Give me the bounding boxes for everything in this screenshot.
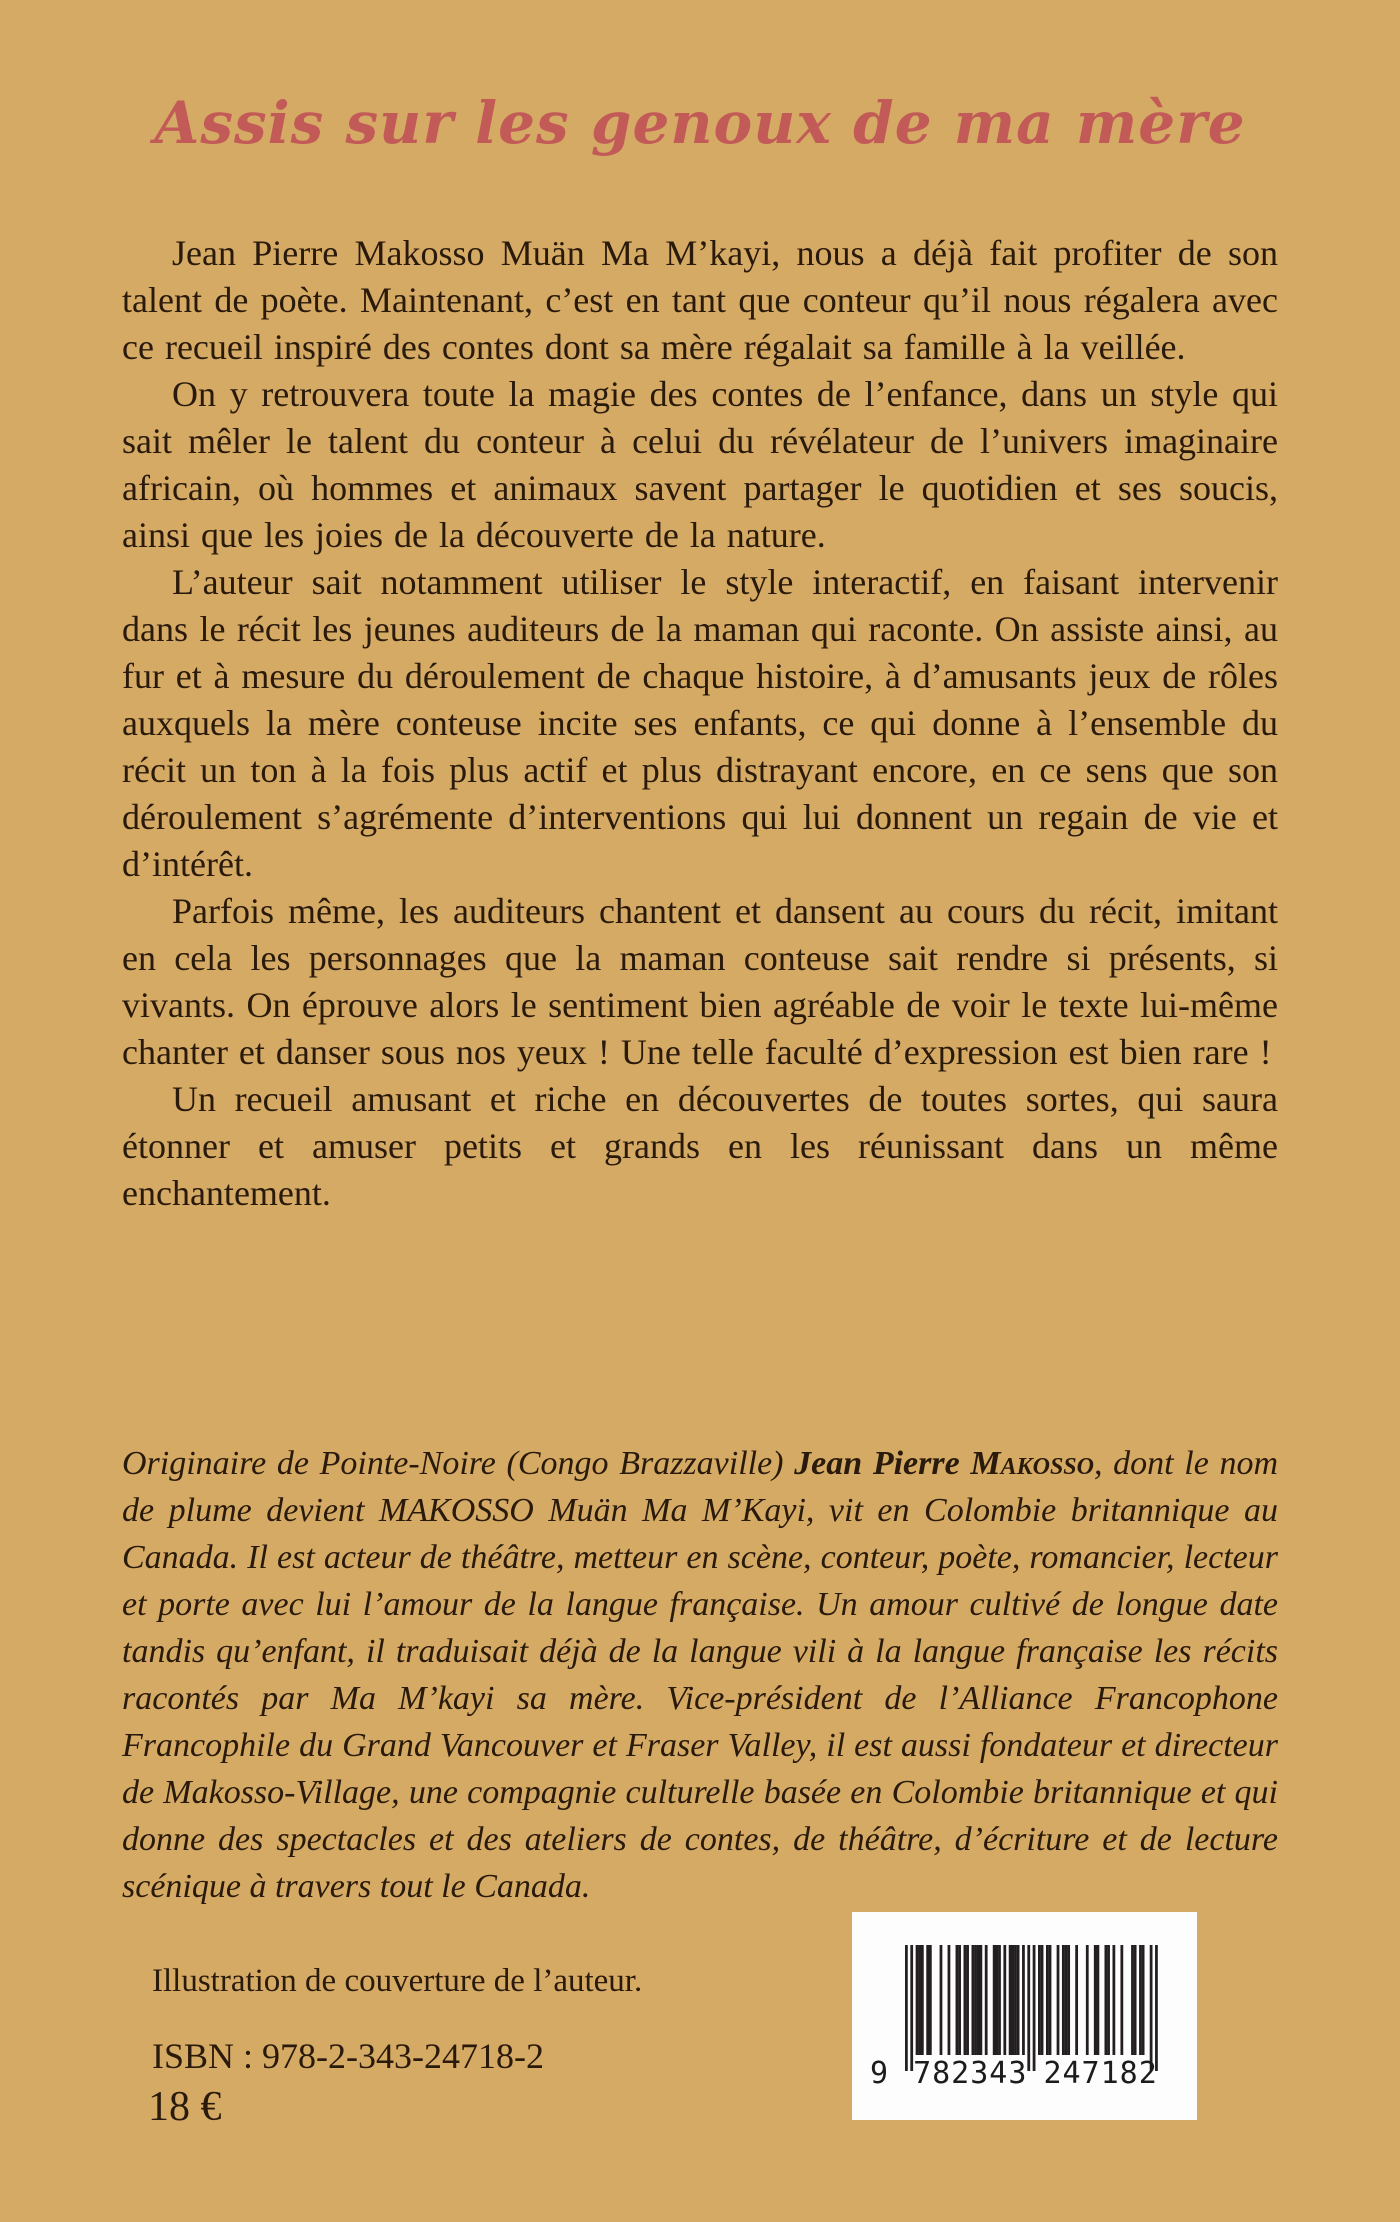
synopsis <box>122 230 1278 1217</box>
author-name-last: Makosso <box>970 1445 1094 1482</box>
synopsis-paragraph: Parfois même, les auditeurs chantent et dansent au cours du récit, imitant en cela les personnages que la maman conteuse sait rendre si présents, si vivants. On éprouve alors le sentiment bien agréable de voir le texte lui-même chanter et danser sous nos yeux ! Une telle faculté d’expression est bien rare ! <box>122 891 1278 1072</box>
bio-lead: Originaire de Pointe-Noire (Congo Brazzaville) <box>122 1445 795 1482</box>
barcode-bars-image <box>905 1945 1159 2071</box>
author-bio <box>122 1440 1278 1910</box>
price-text: 18 € <box>148 2084 222 2130</box>
synopsis-paragraph: L’auteur sait notamment utiliser le style interactif, en faisant intervenir dans le récit les jeunes auditeurs de la maman qui raconte. On assiste ainsi, au fur et à mesure du déroulement de chaque histoire, à d’amusants jeux de rôles auxquels la mère conteuse incite ses enfants, ce qui donne à l’ensemble du récit un ton à la fois plus actif et plus distrayant encore, en ce sens que son déroulement s’agrémente d’interventions qui lui donnent un regain de vie et d’intérêt. <box>122 562 1278 884</box>
synopsis-paragraph: Jean Pierre Makosso Muän Ma M’kayi, nous a déjà fait profiter de son talent de poète. Maintenant, c’est en tant que conteur qu’il nous régalera avec ce recueil inspiré des contes dont sa mère régalait sa famille à la veillée. <box>122 233 1278 367</box>
barcode-number <box>852 2056 1197 2091</box>
barcode-digits-group2: 247182 <box>1043 2056 1158 2091</box>
barcode-digit-left: 9 <box>870 2056 890 2091</box>
barcode <box>852 1912 1197 2120</box>
book-title: Assis sur les genoux de ma mère <box>154 89 1246 157</box>
bio-rest: , dont le nom de plume devient MAKOSSO Muän Ma M’Kayi, vit en Colombie britannique au Canada. Il est acteur de théâtre, metteur en scène, conteur, poète, romancier, lecteur et porte avec lui l’amour de la langue française. Un amour cultivé de longue date tandis qu’enfant, il traduisait déjà de la langue vili à la langue française les récits racontés par Ma M’kayi sa mère. Vice-président de l’Alliance Francophone Francophile du Grand Vancouver et Fraser Valley, il est aussi fondateur et directeur de Makosso-Village, une compagnie culturelle basée en Colombie britannique et qui donne des spectacles et des ateliers de contes, de théâtre, d’écriture et de lecture scénique à travers tout le Canada. <box>122 1445 1278 1905</box>
synopsis-paragraph: Un recueil amusant et riche en découvertes de toutes sortes, qui saura étonner et amuser petits et grands en les réunissant dans un même enchantement. <box>122 1079 1278 1213</box>
author-name-first: Jean Pierre <box>794 1445 971 1482</box>
isbn-text: ISBN : 978-2-343-24718-2 <box>152 2036 544 2076</box>
synopsis-paragraph: On y retrouvera toute la magie des contes de l’enfance, dans un style qui sait mêler le talent du conteur à celui du révélateur de l’univers imaginaire africain, où hommes et animaux savent partager le quotidien et ses soucis, ainsi que les joies de la découverte de la nature. <box>122 374 1278 555</box>
barcode-digits-group1: 782343 <box>913 2056 1028 2091</box>
illustration-credit: Illustration de couverture de l’auteur. <box>152 1963 643 1999</box>
